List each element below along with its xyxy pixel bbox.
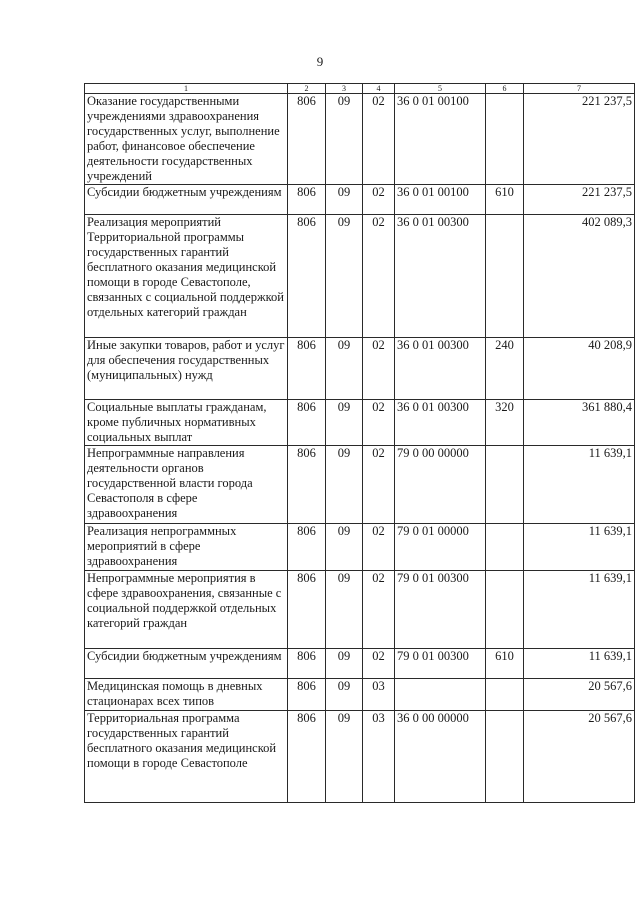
expense-type-cell [486,571,524,649]
column-number: 1 [85,84,288,94]
expense-type-cell: 610 [486,185,524,215]
section-code-cell: 09 [326,524,363,571]
table-row [85,94,635,185]
section-code-cell: 09 [326,571,363,649]
section-code-cell: 09 [326,649,363,679]
subsection-code-cell: 02 [363,400,395,446]
grbs-code-cell: 806 [288,400,326,446]
subsection-code-cell: 02 [363,338,395,400]
grbs-code-cell: 806 [288,215,326,338]
amount-cell: 221 237,5 [524,185,635,215]
row-name-cell: Субсидии бюджетным учреждениям [85,649,288,679]
section-code-cell: 09 [326,446,363,524]
table-row [85,400,635,446]
target-article-cell: 79 0 01 00300 [395,649,486,679]
grbs-code-cell: 806 [288,94,326,185]
amount-cell: 40 208,9 [524,338,635,400]
column-number: 6 [486,84,524,94]
subsection-code-cell: 02 [363,94,395,185]
table-row [85,679,635,711]
section-code-cell: 09 [326,185,363,215]
row-name-cell: Непрограммные направления деятельности органов государственной власти города Севастополя в сфере здравоохранения [85,446,288,524]
target-article-cell: 79 0 01 00300 [395,571,486,649]
section-code-cell: 09 [326,94,363,185]
section-code-cell: 09 [326,400,363,446]
expense-type-cell [486,524,524,571]
page-number: 9 [316,54,324,69]
row-name-cell: Оказание государственными учреждениями здравоохранения государственных услуг, выполнение работ, финансовое обеспечение деятельности государственных учреждений [85,94,288,185]
amount-cell: 20 567,6 [524,711,635,803]
subsection-code-cell: 02 [363,524,395,571]
target-article-cell: 36 0 00 00000 [395,711,486,803]
grbs-code-cell: 806 [288,679,326,711]
target-article-cell: 79 0 01 00000 [395,524,486,571]
row-name-cell: Непрограммные мероприятия в сфере здравоохранения, связанные с социальной поддержкой отдельных категорий граждан [85,571,288,649]
grbs-code-cell: 806 [288,571,326,649]
target-article-cell: 79 0 00 00000 [395,446,486,524]
target-article-cell: 36 0 01 00300 [395,215,486,338]
expense-type-cell: 610 [486,649,524,679]
subsection-code-cell: 02 [363,446,395,524]
amount-cell: 221 237,5 [524,94,635,185]
subsection-code-cell: 02 [363,571,395,649]
table-row [85,446,635,524]
table-row [85,215,635,338]
table-row [85,571,635,649]
amount-cell: 402 089,3 [524,215,635,338]
grbs-code-cell: 806 [288,524,326,571]
expense-type-cell: 240 [486,338,524,400]
expense-type-cell [486,446,524,524]
row-name-cell: Территориальная программа государственных гарантий бесплатного оказания медицинской помощи в городе Севастополе [85,711,288,803]
amount-cell: 11 639,1 [524,446,635,524]
target-article-cell: 36 0 01 00100 [395,185,486,215]
expense-type-cell [486,215,524,338]
grbs-code-cell: 806 [288,446,326,524]
subsection-code-cell: 03 [363,679,395,711]
column-number: 5 [395,84,486,94]
grbs-code-cell: 806 [288,711,326,803]
amount-cell: 361 880,4 [524,400,635,446]
subsection-code-cell: 02 [363,185,395,215]
section-code-cell: 09 [326,338,363,400]
expense-type-cell [486,679,524,711]
amount-cell: 11 639,1 [524,571,635,649]
target-article-cell: 36 0 01 00300 [395,338,486,400]
table-row [85,711,635,803]
expense-type-cell: 320 [486,400,524,446]
expense-type-cell [486,711,524,803]
row-name-cell: Социальные выплаты гражданам, кроме публичных нормативных социальных выплат [85,400,288,446]
row-name-cell: Реализация непрограммных мероприятий в сфере здравоохранения [85,524,288,571]
row-name-cell: Субсидии бюджетным учреждениям [85,185,288,215]
amount-cell: 11 639,1 [524,649,635,679]
grbs-code-cell: 806 [288,338,326,400]
amount-cell: 11 639,1 [524,524,635,571]
table-row [85,185,635,215]
section-code-cell: 09 [326,679,363,711]
target-article-cell [395,679,486,711]
row-name-cell: Медицинская помощь в дневных стационарах всех типов [85,679,288,711]
target-article-cell: 36 0 01 00300 [395,400,486,446]
column-number-row [85,84,635,94]
budget-table [84,83,635,803]
table-row [85,524,635,571]
column-number: 7 [524,84,635,94]
grbs-code-cell: 806 [288,649,326,679]
subsection-code-cell: 03 [363,711,395,803]
subsection-code-cell: 02 [363,215,395,338]
section-code-cell: 09 [326,711,363,803]
section-code-cell: 09 [326,215,363,338]
table-row [85,338,635,400]
target-article-cell: 36 0 01 00100 [395,94,486,185]
column-number: 3 [326,84,363,94]
table-row [85,649,635,679]
row-name-cell: Иные закупки товаров, работ и услуг для обеспечения государственных (муниципальных) нужд [85,338,288,400]
expense-type-cell [486,94,524,185]
row-name-cell: Реализация мероприятий Территориальной программы государственных гарантий бесплатного оказания медицинской помощи в городе Севастополе, связанных с социальной поддержкой отдельных категорий граждан [85,215,288,338]
amount-cell: 20 567,6 [524,679,635,711]
subsection-code-cell: 02 [363,649,395,679]
column-number: 4 [363,84,395,94]
grbs-code-cell: 806 [288,185,326,215]
column-number: 2 [288,84,326,94]
